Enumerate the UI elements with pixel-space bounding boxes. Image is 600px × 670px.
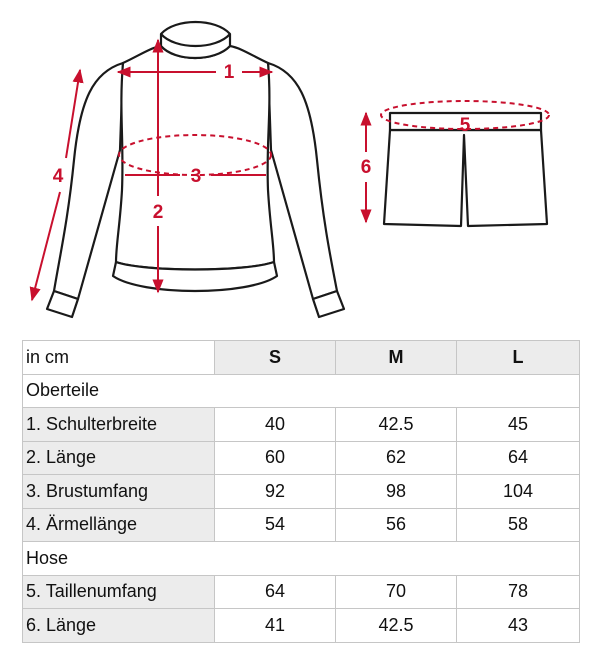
section-title: Hose [23, 542, 580, 576]
row-label: 1. Schulterbreite [23, 408, 215, 442]
sweater-body [116, 46, 274, 270]
cell-l: 104 [457, 475, 580, 509]
sweater-left-sleeve [54, 63, 123, 299]
row-label: 4. Ärmellänge [23, 508, 215, 542]
row-label: 6. Länge [23, 609, 215, 643]
size-header-l: L [457, 341, 580, 375]
measure-label-1: 1 [223, 62, 235, 83]
sweater-collar [161, 22, 230, 58]
measure-label-3: 3 [190, 166, 202, 187]
cell-s: 60 [215, 441, 336, 475]
cell-l: 43 [457, 609, 580, 643]
row-label: 3. Brustumfang [23, 475, 215, 509]
size-header-s: S [215, 341, 336, 375]
cell-m: 42.5 [336, 609, 457, 643]
cell-m: 42.5 [336, 408, 457, 442]
table-row [23, 475, 580, 509]
table-row [23, 575, 580, 609]
measure-label-5: 5 [459, 115, 471, 136]
cell-s: 40 [215, 408, 336, 442]
cell-l: 58 [457, 508, 580, 542]
table-row [23, 508, 580, 542]
cell-m: 56 [336, 508, 457, 542]
sweater-right-sleeve [268, 63, 337, 299]
measure-label-6: 6 [360, 157, 372, 178]
cell-s: 41 [215, 609, 336, 643]
row-label: 2. Länge [23, 441, 215, 475]
measure-label-2: 2 [152, 202, 164, 223]
size-header-m: M [336, 341, 457, 375]
cell-s: 54 [215, 508, 336, 542]
shorts-body [384, 130, 547, 226]
cell-m: 70 [336, 575, 457, 609]
cell-l: 45 [457, 408, 580, 442]
section-title: Oberteile [23, 374, 580, 408]
cell-l: 78 [457, 575, 580, 609]
row-label: 5. Taillenumfang [23, 575, 215, 609]
measure-label-4: 4 [52, 166, 64, 187]
unit-label: in cm [23, 341, 215, 375]
measurement-diagram [0, 0, 600, 330]
table-row [23, 408, 580, 442]
table-row [23, 441, 580, 475]
table-header-row [23, 341, 580, 375]
section-row-tops [23, 374, 580, 408]
cell-m: 62 [336, 441, 457, 475]
table-row [23, 609, 580, 643]
cell-l: 64 [457, 441, 580, 475]
cell-s: 92 [215, 475, 336, 509]
size-table [22, 340, 580, 643]
cell-m: 98 [336, 475, 457, 509]
section-row-pants [23, 542, 580, 576]
cell-s: 64 [215, 575, 336, 609]
